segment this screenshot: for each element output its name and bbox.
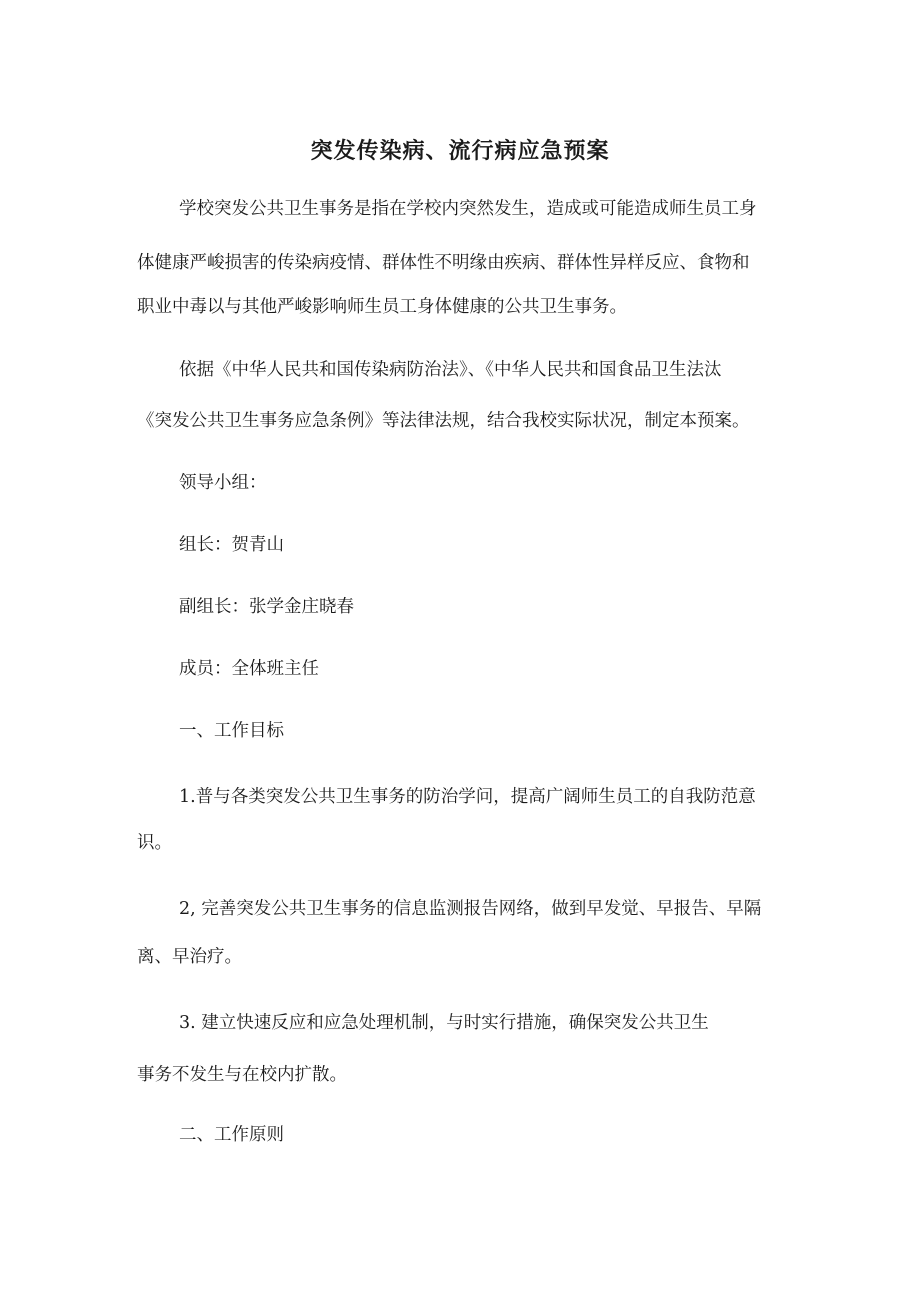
paragraph-line: 成员：全体班主任 [179,659,319,679]
paragraph-line: 识。 [137,833,172,853]
paragraph-line: 1.普与各类突发公共卫生事务的防治学问，提高广阔师生员工的自我防范意 [179,787,756,807]
document-title: 突发传染病、流行病应急预案 [310,139,610,164]
paragraph-line: 领导小组： [179,473,267,493]
section-heading: 二、工作原则 [179,1125,284,1145]
paragraph-line: 组长：贺青山 [179,535,284,555]
paragraph-line: 2, 完善突发公共卫生事务的信息监测报告网络，做到早发觉、早报告、早隔 [179,899,762,919]
paragraph-line: 学校突发公共卫生事务是指在学校内突然发生，造成或可能造成师生员工身 [179,199,757,219]
paragraph-line: 职业中毒以与其他严峻影响师生员工身体健康的公共卫生事务。 [137,297,627,317]
paragraph-line: 离、早治疗。 [137,947,242,967]
paragraph-line: 体健康严峻损害的传染病疫情、群体性不明缘由疾病、群体性异样反应、食物和 [137,253,750,273]
paragraph-line: 《突发公共卫生事务应急条例》等法律法规，结合我校实际状况，制定本预案。 [137,411,750,431]
paragraph-line: 依据《中华人民共和国传染病防治法》、《中华人民共和国食品卫生法汰 [179,360,722,380]
paragraph-line: 事务不发生与在校内扩散。 [137,1065,347,1085]
paragraph-line: 3. 建立快速反应和应急处理机制，与时实行措施，确保突发公共卫生 [179,1013,709,1033]
section-heading: 一、工作目标 [179,721,284,741]
paragraph-line: 副组长：张学金庄晓春 [179,597,354,617]
